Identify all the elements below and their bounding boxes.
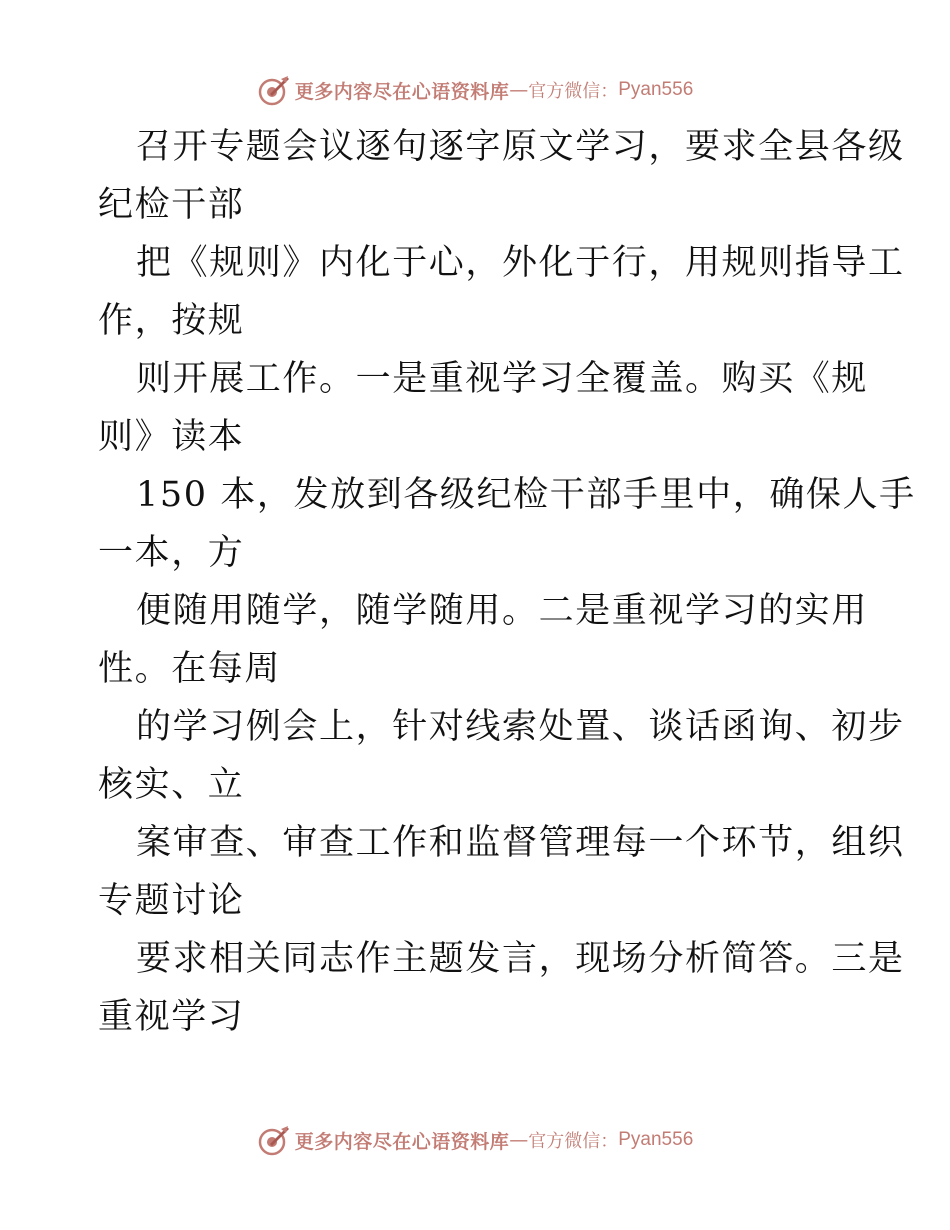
watermark-separator: — — [509, 1129, 529, 1151]
paragraph-line: 则》读本 — [98, 417, 245, 457]
watermark-separator: — — [509, 79, 529, 101]
paragraph-line: 150 本，发放到各级纪检干部手里中，确保人手 — [136, 475, 916, 515]
watermark-main-text: 更多内容尽在心语资料库 — [294, 80, 510, 103]
paragraph-line: 一本，方 — [98, 533, 245, 573]
paragraph-line: 便随用随学，随学随用。二是重视学习的实用 — [136, 591, 869, 631]
paragraph-line: 的学习例会上，针对线索处置、谈话函询、初步 — [136, 707, 905, 747]
watermark-wechat-label: 官方微信： — [528, 1131, 619, 1152]
paragraph-line: 作，按规 — [98, 301, 245, 341]
watermark-main-text: 更多内容尽在心语资料库 — [294, 1130, 510, 1153]
document-body — [98, 118, 916, 1046]
feather-pen-circle-icon — [257, 1123, 291, 1157]
paragraph-line: 纪检干部 — [98, 185, 245, 225]
watermark-wechat-id: Pyan556 — [618, 1129, 694, 1150]
header-watermark — [0, 72, 950, 108]
watermark-wechat-id: Pyan556 — [618, 79, 694, 100]
paragraph-line: 专题讨论 — [98, 881, 245, 921]
paragraph-line: 案审查、审查工作和监督管理每一个环节，组织 — [136, 823, 905, 863]
paragraph-line: 核实、立 — [98, 765, 245, 805]
paragraph-line: 重视学习 — [98, 997, 245, 1037]
paragraph-line: 要求相关同志作主题发言，现场分析简答。三是 — [136, 939, 905, 979]
watermark-wechat-label: 官方微信： — [528, 81, 619, 102]
paragraph-line: 召开专题会议逐句逐字原文学习，要求全县各级 — [136, 127, 905, 167]
feather-pen-circle-icon — [257, 73, 291, 107]
paragraph-line: 则开展工作。一是重视学习全覆盖。购买《规 — [136, 359, 869, 399]
paragraph-line: 把《规则》内化于心，外化于行，用规则指导工 — [136, 243, 905, 283]
footer-watermark — [0, 1122, 950, 1158]
paragraph-line: 性。在每周 — [98, 649, 282, 689]
